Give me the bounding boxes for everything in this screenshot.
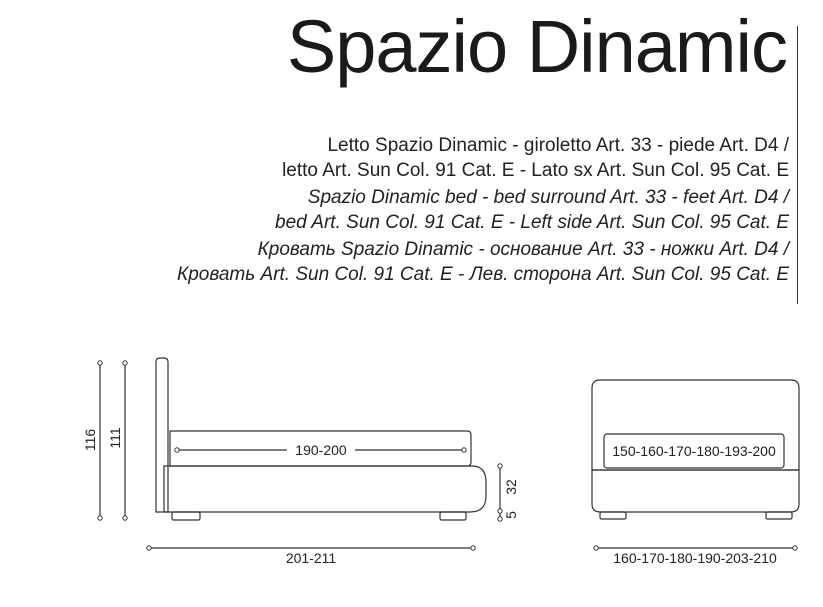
label-height-111: 111 (107, 427, 123, 449)
description-en-line-1: Spazio Dinamic bed - bed surround Art. 33 - feet Art. D4 / (307, 187, 789, 208)
description-it-line-2: letto Art. Sun Col. 91 Cat. E - Lato sx Art. Sun Col. 95 Cat. E (282, 159, 789, 181)
product-title: Spazio Dinamic (286, 5, 787, 88)
side-view-bed-outline (156, 358, 486, 520)
description-it-line-1: Letto Spazio Dinamic - giroletto Art. 33 - piede Art. D4 / (327, 135, 789, 156)
description-en-line-2: bed Art. Sun Col. 91 Cat. E - Left side Art. Sun Col. 95 Cat. E (275, 211, 789, 233)
label-mattress-widths: 150-160-170-180-193-200 (612, 443, 776, 459)
label-height-116: 116 (82, 428, 98, 452)
label-total-widths: 160-170-180-190-203-210 (613, 550, 777, 566)
label-total-length: 201-211 (285, 550, 337, 566)
description-ru-line-1: Кровать Spazio Dinamic - основание Art. 33 - ножки Art. D4 / (257, 239, 789, 260)
description-ru-line-2: Кровать Art. Sun Col. 91 Cat. E - Лев. сторона Art. Sun Col. 95 Cat. E (177, 263, 789, 285)
label-feet-5: 5 (503, 511, 519, 519)
label-base-32: 32 (503, 479, 519, 495)
label-mattress-length: 190-200 (295, 442, 347, 458)
